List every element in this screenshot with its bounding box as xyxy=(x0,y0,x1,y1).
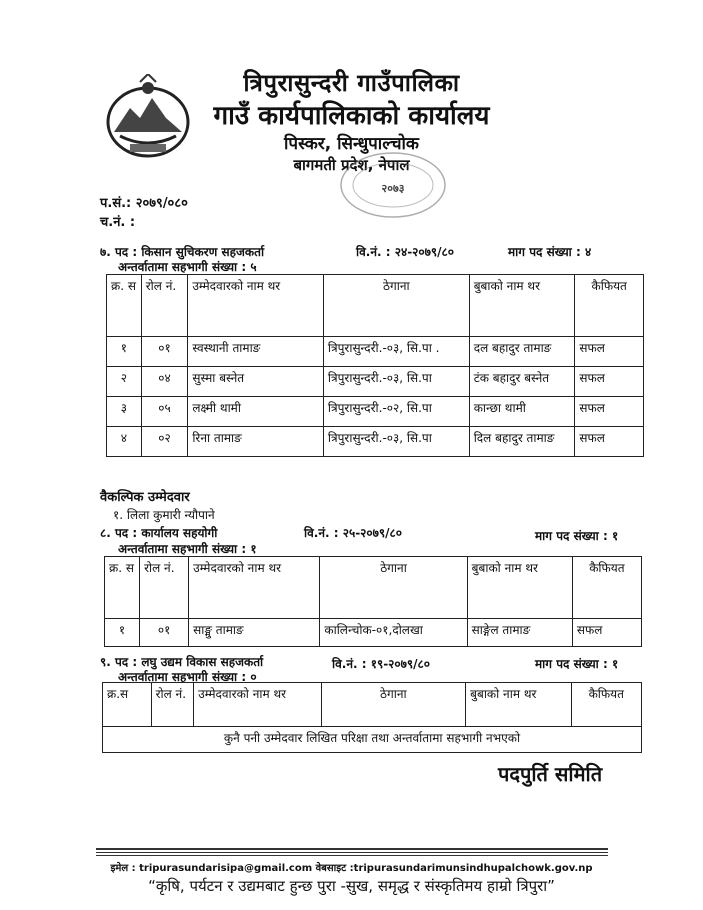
table-row xyxy=(107,427,644,457)
cell-roll: ०२ xyxy=(141,427,188,457)
cell-remarks: सफल xyxy=(572,619,641,647)
cell-sn: ३ xyxy=(107,397,142,427)
cell-sn: १ xyxy=(107,337,142,367)
col-header-father: बुबाको नाम थर xyxy=(467,557,572,619)
cell-sn: १ xyxy=(105,619,140,647)
col-header-remarks: कैफियत xyxy=(575,275,644,337)
cell-roll: ०१ xyxy=(141,337,188,367)
cell-remarks: सफल xyxy=(575,427,644,457)
col-header-remarks: कैफियत xyxy=(571,683,641,727)
col-header-address: ठेगाना xyxy=(321,683,466,727)
cell-address: त्रिपुरासुन्दरी.-०३, सि.पा xyxy=(323,367,469,397)
col-header-sn: क्र. स xyxy=(105,557,140,619)
office-title-line2: गाउँ कार्यपालिकाको कार्यालय xyxy=(213,101,490,131)
signature-committee: पदपुर्ति समिति xyxy=(498,762,603,786)
table-header-row xyxy=(107,275,644,337)
col-header-father: बुबाको नाम थर xyxy=(466,683,571,727)
table-row xyxy=(107,397,644,427)
cell-roll: ०४ xyxy=(141,367,188,397)
dispatch-number: च.नं. : xyxy=(100,215,136,230)
no-participant-note: कुनै पनी उम्मेदवार लिखित परिक्षा तथा अन्तर्वातामा सहभागी नभएको xyxy=(103,727,642,753)
cell-sn: ४ xyxy=(107,427,142,457)
section8-demand: माग पद संख्या : १ xyxy=(535,529,619,543)
col-header-roll: रोल नं. xyxy=(141,275,188,337)
section8-participants: अन्तर्वातामा सहभागी संख्या : १ xyxy=(118,542,257,556)
col-header-roll: रोल नं. xyxy=(140,557,189,619)
cell-remarks: सफल xyxy=(575,337,644,367)
cell-father: टंक बहादुर बस्नेत xyxy=(469,367,575,397)
section8-post: ८. पद : कार्यालय सहयोगी xyxy=(100,526,218,540)
section9-table xyxy=(102,682,642,753)
col-header-roll: रोल नं. xyxy=(151,683,194,727)
office-title-line1: त्रिपुरासुन्दरी गाउँपालिका xyxy=(243,69,460,97)
alternate-candidate: १. लिला कुमारी न्यौपाने xyxy=(113,508,215,522)
section7-demand: माग पद संख्या : ४ xyxy=(508,245,592,259)
col-header-name: उम्मेदवारको नाम थर xyxy=(194,683,321,727)
col-header-name: उम्मेदवारको नाम थर xyxy=(189,557,320,619)
cell-remarks: सफल xyxy=(575,397,644,427)
cell-father: दिल बहादुर तामाङ xyxy=(469,427,575,457)
section9-demand: माग पद संख्या : १ xyxy=(535,657,619,671)
col-header-address: ठेगाना xyxy=(320,557,467,619)
stamp-year: २०७३ xyxy=(381,182,405,195)
footer-contact: इमेल : tripurasundarisipa@gmail.com वेबसाइट :tripurasundarimunsindhupalchowk.gov.np xyxy=(110,863,593,874)
table-header-row xyxy=(103,683,642,727)
section7-table xyxy=(106,274,644,457)
table-row xyxy=(103,727,642,753)
cell-sn: २ xyxy=(107,367,142,397)
section8-notice: वि.नं. : २५-२०७९/८० xyxy=(304,526,402,540)
col-header-sn: क्र.स xyxy=(103,683,152,727)
cell-remarks: सफल xyxy=(575,367,644,397)
cell-address: कालिन्चोक-०१,दोलखा xyxy=(320,619,467,647)
table-row xyxy=(107,337,644,367)
cell-father: साङ्गेल तामाङ xyxy=(467,619,572,647)
table-header-row xyxy=(105,557,642,619)
section9-notice: वि.नं. : १९-२०७९/८० xyxy=(332,657,430,671)
cell-name: सुस्मा बस्नेत xyxy=(188,367,324,397)
section7-notice: वि.नं. : २४-२०७९/८० xyxy=(356,245,454,259)
col-header-father: बुबाको नाम थर xyxy=(469,275,575,337)
table-row xyxy=(107,367,644,397)
footer-divider xyxy=(96,852,608,853)
section9-participants: अन्तर्वातामा सहभागी संख्या : ० xyxy=(118,670,257,684)
cell-father: कान्छा थामी xyxy=(469,397,575,427)
footer-divider xyxy=(96,848,608,850)
section9-post: ९. पद : लघु उद्यम विकास सहजकर्ता xyxy=(100,655,264,669)
office-province-line: बागमती प्रदेश, नेपाल xyxy=(293,156,410,174)
col-header-sn: क्र. स xyxy=(107,275,142,337)
cell-name: स्वस्थानी तामाङ xyxy=(188,337,324,367)
cell-roll: ०१ xyxy=(140,619,189,647)
cell-name: साङ्मु तामाङ xyxy=(189,619,320,647)
cell-address: त्रिपुरासुन्दरी.-०२, सि.पा xyxy=(323,397,469,427)
office-stamp xyxy=(338,150,448,220)
footer-divider xyxy=(96,855,608,856)
cell-father: दल बहादुर तामाङ xyxy=(469,337,575,367)
section7-participants: अन्तर्वातामा सहभागी संख्या : ५ xyxy=(118,260,257,274)
section8-table xyxy=(104,556,642,647)
cell-name: लक्ष्मी थामी xyxy=(188,397,324,427)
section7-post: ७. पद : किसान सुचिकरण सहजकर्ता xyxy=(100,245,265,259)
table-row xyxy=(105,619,642,647)
alternate-title: वैकल्पिक उम्मेदवार xyxy=(100,490,190,505)
office-address-line: पिस्कर, सिन्धुपाल्चोक xyxy=(284,134,419,154)
cell-address: त्रिपुरासुन्दरी.-०३, सि.पा . xyxy=(323,337,469,367)
reference-number: प.सं.: २०७९/०८० xyxy=(100,196,188,211)
cell-roll: ०५ xyxy=(141,397,188,427)
cell-name: रिना तामाङ xyxy=(188,427,324,457)
col-header-name: उम्मेदवारको नाम थर xyxy=(188,275,324,337)
col-header-address: ठेगाना xyxy=(323,275,469,337)
footer-slogan: “कृषि, पर्यटन र उद्यमबाट हुन्छ पुरा -सुख, समृद्ध र संस्कृतिमय हाम्रो त्रिपुरा” xyxy=(148,877,555,895)
cell-address: त्रिपुरासुन्दरी.-०३, सि.पा xyxy=(323,427,469,457)
col-header-remarks: कैफियत xyxy=(572,557,641,619)
